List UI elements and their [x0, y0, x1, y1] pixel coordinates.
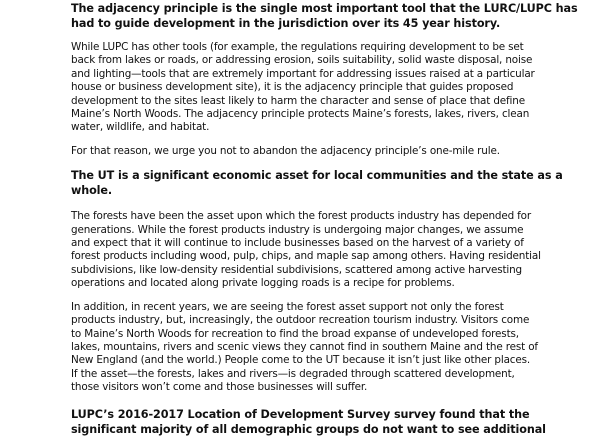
heading-adjacency-principle — [71, 1, 578, 31]
text-line: and expect that it will continue to include businesses based on the harvest of a variety of — [71, 237, 524, 250]
text-line: products industry, but, increasingly, the outdoor recreation tourism industry. Visitors come — [71, 314, 530, 327]
text-line: lakes, mountains, rivers and scenic views they cannot find in southern Maine and the rest of — [71, 340, 538, 353]
paragraph-recreation — [71, 301, 541, 395]
text-line: generations. While the forest products industry is undergoing major changes, we assume — [71, 223, 524, 236]
paragraph-forests — [71, 210, 541, 290]
text-line: water, wildlife, and habitat. — [71, 121, 210, 134]
text-line: forest products including wood, pulp, chips, and maple sap among others. Having residential — [71, 250, 541, 263]
text-line: back from lakes or roads, or addressing erosion, soils suitability, solid waste disposal, noise — [71, 54, 533, 67]
text-line: house or business development site), it is the adjacency principle that guides proposed — [71, 81, 514, 94]
text-line: those visitors won’t come and those businesses will suffer. — [71, 381, 368, 394]
text-line: While LUPC has other tools (for example, the regulations requiring development to be set — [71, 41, 524, 53]
heading-economic-asset — [71, 168, 563, 198]
text-line: development to the sites least likely to harm the character and sense of place that define — [71, 94, 525, 107]
text-line: whole. — [71, 184, 113, 198]
text-line: and lighting—tools that are extremely important for addressing issues raised at a particular — [71, 67, 535, 80]
text-line: operations and located along private logging roads is a recipe for problems. — [71, 277, 455, 290]
text-line: The UT is a significant economic asset for local communities and the state as a — [71, 169, 563, 183]
paragraph-other-tools — [71, 41, 541, 135]
text-line: In addition, in recent years, we are seeing the forest asset support not only the forest — [71, 300, 504, 313]
text-line: If the asset—the forests, lakes and rivers—is degraded through scattered development, — [71, 367, 515, 380]
text-line: The adjacency principle is the single most important tool that the LURC/LUPC has — [71, 2, 578, 15]
text-line: For that reason, we urge you not to abandon the adjacency principle’s one-mile rule. — [71, 144, 500, 157]
text-line: to Maine’s North Woods for recreation to find the broad expanse of undeveloped forests, — [71, 327, 519, 340]
heading-survey — [71, 407, 546, 437]
text-line: subdivisions, like low-density residential subdivisions, scattered among active harvesting — [71, 263, 522, 276]
text-line: New England (and the world.) People come to the UT because it isn’t just like other places. — [71, 354, 531, 367]
paragraph-urge — [71, 145, 541, 158]
text-line: LUPC’s 2016-2017 Location of Development Survey survey found that the — [71, 407, 530, 421]
document-body — [71, 1, 578, 437]
text-line: had to guide development in the jurisdiction over its 45 year history. — [71, 17, 501, 30]
text-line: The forests have been the asset upon which the forest products industry has depended for — [71, 210, 532, 223]
text-line: significant majority of all demographic groups do not want to see additional — [71, 422, 546, 436]
text-line: Maine’s North Woods. The adjacency principle protects Maine’s forests, lakes, rivers, clean — [71, 108, 530, 121]
